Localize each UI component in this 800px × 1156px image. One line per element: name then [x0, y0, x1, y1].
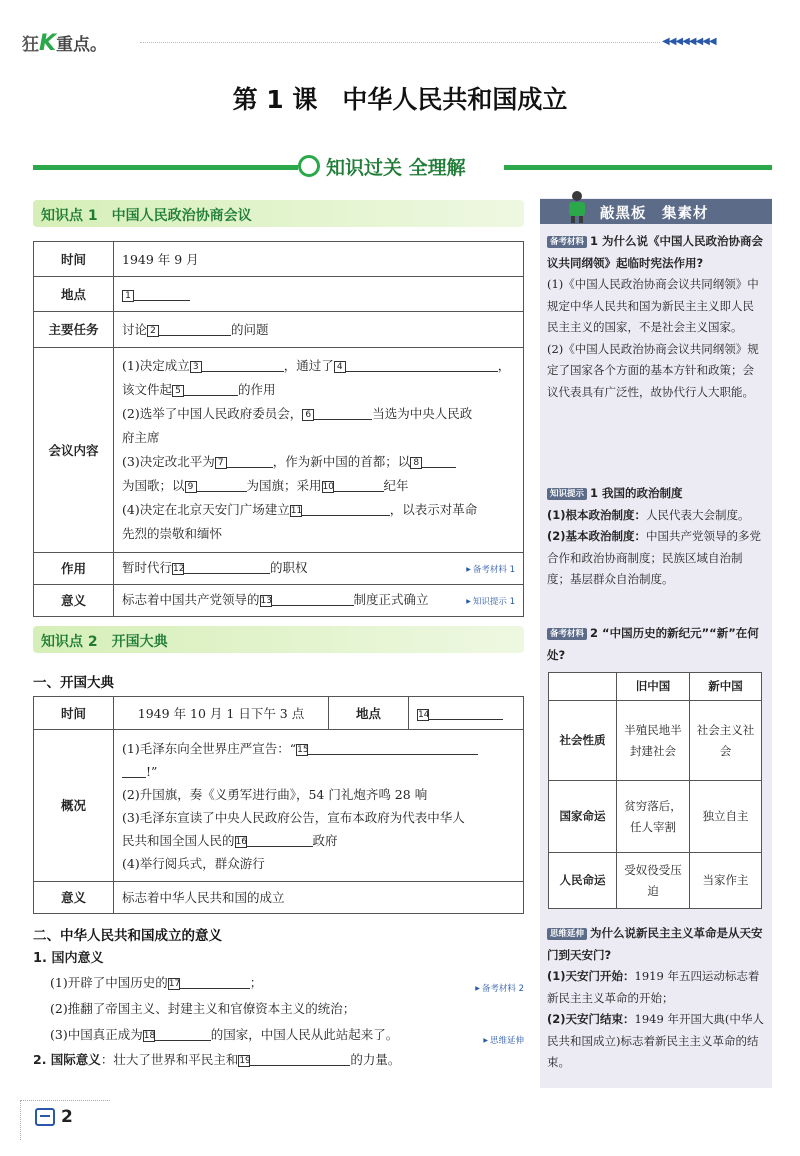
- table-cell: [114, 312, 524, 348]
- row-header: 时间: [34, 242, 114, 277]
- table-row: [549, 673, 762, 701]
- cell-text: ，以表示对革命: [389, 502, 478, 517]
- blank-number: 17: [168, 979, 181, 989]
- table-cell: 贫穷落后，任人宰割: [617, 781, 690, 853]
- cell-text: 该文件起: [122, 382, 173, 397]
- arrows-icon: ◀◀◀◀◀◀◀◀: [662, 36, 716, 47]
- cell-text: 的问题: [231, 322, 269, 337]
- row-header: 时间: [34, 697, 114, 730]
- kp1-table: [33, 241, 524, 617]
- fill-blank[interactable]: [184, 382, 238, 396]
- table-row: [34, 730, 524, 882]
- material-answer: (2)《中国人民政治协商会议共同纲领》规定了国家各个方面的基本方针和政策；会议代表具有广泛性，故协代行人大职能。: [547, 341, 759, 399]
- list-item: [50, 1025, 524, 1051]
- fill-blank[interactable]: [184, 560, 270, 574]
- subheading: 一、开国大典: [33, 675, 114, 691]
- blank-number: 2: [147, 325, 159, 337]
- table-cell: 社会主义社会: [690, 701, 762, 781]
- blank-number: 6: [302, 409, 314, 421]
- item-text: 的力量。: [350, 1052, 401, 1067]
- tip-answer: 人民代表大会制度。: [646, 507, 750, 522]
- column-header: [549, 673, 617, 701]
- reference-link[interactable]: ▶ 知识提示 1: [466, 590, 515, 614]
- blank-number: 8: [410, 457, 422, 469]
- table-cell: 半殖民地半封建社会: [617, 701, 690, 781]
- sidebar-extension: [547, 923, 765, 1074]
- page-title: 第 1 课 中华人民共和国成立: [232, 85, 568, 114]
- fill-blank[interactable]: [429, 706, 503, 720]
- kp1-header: 知识点 1 中国人民政治协商会议: [33, 200, 524, 227]
- extension-label: (1)天安门开始：: [547, 969, 635, 983]
- cell-text: ，通过了: [283, 358, 334, 373]
- row-header: 概况: [34, 730, 114, 882]
- table-row: [549, 781, 762, 853]
- table-row: [34, 277, 524, 312]
- blank-number: 16: [235, 836, 247, 847]
- fill-blank[interactable]: [250, 1052, 350, 1066]
- fill-blank[interactable]: [346, 358, 498, 372]
- cell-text: ，: [497, 358, 511, 373]
- item-text: (3)中国真正成为: [50, 1027, 143, 1042]
- extension-label: (2)天安门结束：: [547, 1012, 635, 1026]
- brand-prefix: 狂: [22, 35, 39, 55]
- table-row: [34, 312, 524, 348]
- domestic-heading: 1. 国内意义: [33, 951, 104, 966]
- table-row: [34, 348, 524, 553]
- blank-number: 18: [143, 1031, 156, 1041]
- blank-number: 19: [239, 1056, 251, 1066]
- sidebar-tip-1: [547, 483, 765, 591]
- cell-text: (3)毛泽东宣读了中央人民政府公告，宣布本政府为代表中华人: [122, 809, 465, 825]
- section-banner-title: 知识过关 全理解: [326, 156, 466, 179]
- table-cell: 独立自主: [690, 781, 762, 853]
- cell-text: 制度正式确立: [353, 591, 429, 607]
- row-header: 人民命运: [549, 853, 617, 909]
- material-question: 2 “中国历史的新纪元”“新”在何处?: [547, 626, 759, 662]
- item-text: 的国家，中国人民从此站起来了。: [210, 1027, 399, 1042]
- fill-blank[interactable]: [227, 454, 273, 468]
- table-cell: 标志着中华人民共和国的成立: [114, 882, 524, 914]
- fill-blank[interactable]: [334, 478, 384, 492]
- banner-line-right: [504, 165, 772, 170]
- cell-text: 的作用: [238, 382, 276, 397]
- fill-blank[interactable]: [134, 287, 190, 301]
- fill-blank[interactable]: [155, 1027, 211, 1041]
- compare-table: [548, 672, 762, 909]
- tip-label: (1)根本政治制度：: [547, 507, 647, 522]
- page-footer: [35, 1107, 73, 1127]
- cell-text: ，作为新中国的首都；以: [272, 454, 411, 469]
- row-header: 会议内容: [34, 348, 114, 553]
- teacher-icon: [565, 190, 589, 223]
- tip-tag: 知识提示: [547, 488, 587, 500]
- fill-blank[interactable]: [422, 454, 456, 468]
- banner-line-left: [33, 165, 298, 170]
- material-tag: 备考材料: [547, 236, 587, 248]
- tip-question: 1 我国的政治制度: [590, 486, 683, 500]
- item-text: (1)开辟了中国历史的: [50, 975, 168, 990]
- table-cell: 当家作主: [690, 853, 762, 909]
- material-answer: (1)《中国人民政治协商会议共同纲领》中规定中华人民共和国为新民主主义即人民民主主义的国家，不是社会主义国家。: [547, 277, 759, 334]
- cell-text: (1)毛泽东向全世界庄严宣告：“: [122, 740, 297, 756]
- brand-logo: [22, 30, 107, 56]
- table-row: [34, 242, 524, 277]
- intl-heading: 2. 国际意义: [33, 1052, 101, 1067]
- blank-number: 11: [290, 506, 303, 516]
- subheading: 二、中华人民共和国成立的意义: [33, 928, 222, 944]
- cell-text: 先烈的崇敬和缅怀: [122, 526, 223, 541]
- table-cell: [409, 697, 524, 730]
- table-cell: [114, 585, 524, 617]
- cell-text: (4)举行阅兵式，群众游行: [122, 855, 265, 871]
- sidebar-material-1: [547, 231, 765, 403]
- cell-text: 标志着中国共产党领导的: [122, 591, 260, 607]
- blank-number: 1: [122, 290, 134, 302]
- table-row: [34, 553, 524, 585]
- table-row: [549, 853, 762, 909]
- cell-text: 的职权: [270, 559, 308, 575]
- table-row: [34, 585, 524, 617]
- reference-link[interactable]: ▶ 思维延伸: [483, 1031, 524, 1051]
- blank-number: 15: [297, 744, 309, 755]
- fill-blank[interactable]: [302, 502, 390, 516]
- header-divider: [140, 42, 660, 43]
- extension-answer: 1949 年开国大典(中华人民共和国成立)标志着新民主主义革命的结束。: [547, 1012, 764, 1069]
- column-header: 新中国: [690, 673, 762, 701]
- table-cell: [114, 553, 524, 585]
- blank-number: 5: [172, 385, 184, 397]
- cell-text: 纪年: [383, 478, 409, 493]
- reference-link[interactable]: ▶ 备考材料 1: [466, 558, 515, 582]
- cell-text: 暂时代行: [122, 559, 173, 575]
- column-header: 旧中国: [617, 673, 690, 701]
- table-cell: 1949 年 10 月 1 日下午 3 点: [114, 697, 329, 730]
- sidebar-material-2: [547, 623, 765, 666]
- refresh-icon: [298, 155, 320, 177]
- table-cell: [114, 277, 524, 312]
- fill-blank[interactable]: [122, 764, 146, 778]
- row-header: 意义: [34, 585, 114, 617]
- table-row: [34, 697, 524, 730]
- blank-number: 13: [260, 595, 272, 606]
- fill-blank[interactable]: [197, 478, 247, 492]
- row-header: 主要任务: [34, 312, 114, 348]
- cell-text: 为国旗；采用: [246, 478, 322, 493]
- blank-number: 10: [322, 482, 334, 492]
- fill-blank[interactable]: [314, 406, 372, 420]
- item-text: ；: [249, 975, 263, 990]
- extension-tag: 思维延伸: [547, 928, 587, 940]
- table-cell: [114, 730, 524, 882]
- brand-k: K: [39, 31, 57, 56]
- row-header: 地点: [329, 697, 409, 730]
- sidebar-title: 敲黑板 集素材: [540, 199, 772, 224]
- blank-number: 7: [215, 457, 227, 469]
- tip-label: (2)基本政治制度：: [547, 529, 647, 543]
- cell-text: (4)决定在北京天安门广场建立: [122, 502, 290, 517]
- cell-text: 讨论: [122, 322, 148, 337]
- table-cell: [114, 348, 524, 553]
- table-row: [549, 701, 762, 781]
- cell-text: 府主席: [122, 430, 160, 445]
- fill-blank[interactable]: [247, 833, 313, 847]
- list-item: [50, 973, 524, 999]
- fill-blank[interactable]: [180, 975, 250, 989]
- cell-text: (3)决定改北平为: [122, 454, 215, 469]
- kp2-header: 知识点 2 开国大典: [33, 626, 524, 653]
- cell-text: 当选为中央人民政: [372, 406, 473, 421]
- calendar-icon: [35, 1108, 55, 1126]
- fill-blank[interactable]: [272, 592, 354, 606]
- table-row: [34, 882, 524, 914]
- cell-text: (1)决定成立: [122, 358, 190, 373]
- fill-blank[interactable]: [159, 322, 231, 336]
- cell-text: (2)升国旗，奏《义勇军进行曲》，54 门礼炮齐鸣 28 响: [122, 786, 428, 802]
- fill-blank[interactable]: [308, 741, 478, 755]
- cell-text: 政府: [312, 832, 338, 848]
- blank-number: 3: [190, 361, 202, 373]
- cell-text: (2)选举了中国人民政府委员会，: [122, 406, 303, 421]
- blank-number: 12: [173, 563, 185, 574]
- row-header: 地点: [34, 277, 114, 312]
- brand-suffix: 重点。: [56, 35, 108, 55]
- extension-question: 为什么说新民主主义革命是从天安门到天安门?: [547, 926, 763, 962]
- extension-answer: 1919 年五四运动标志着新民主主义革命的开始；: [547, 969, 760, 1005]
- reference-link[interactable]: ▶ 备考材料 2: [475, 979, 524, 999]
- material-tag: 备考材料: [547, 628, 587, 640]
- kp2-table: [33, 696, 524, 914]
- page-number: 2: [61, 1107, 73, 1127]
- fill-blank[interactable]: [202, 358, 284, 372]
- row-header: 国家命运: [549, 781, 617, 853]
- list-item: [33, 1050, 400, 1070]
- blank-number: 14: [418, 709, 430, 720]
- table-cell: 受奴役受压迫: [617, 853, 690, 909]
- row-header: 作用: [34, 553, 114, 585]
- cell-text: 民共和国全国人民的: [122, 832, 235, 848]
- blank-number: 9: [185, 481, 197, 493]
- row-header: 意义: [34, 882, 114, 914]
- material-question: 1 为什么说《中国人民政治协商会议共同纲领》起临时宪法作用?: [547, 234, 764, 270]
- section-banner: [298, 151, 504, 181]
- row-header: 社会性质: [549, 701, 617, 781]
- item-text: ：壮大了世界和平民主和: [100, 1052, 239, 1067]
- table-cell: 1949 年 9 月: [114, 242, 524, 277]
- tip-answer: 中国共产党领导的多党合作和政治协商制度；民族区域自治制度；基层群众自治制度。: [547, 529, 762, 586]
- list-item: (2)推翻了帝国主义、封建主义和官僚资本主义的统治；: [50, 1001, 356, 1016]
- cell-text: 为国歌；以: [122, 478, 185, 493]
- blank-number: 4: [334, 361, 346, 373]
- cell-text: !”: [146, 763, 158, 779]
